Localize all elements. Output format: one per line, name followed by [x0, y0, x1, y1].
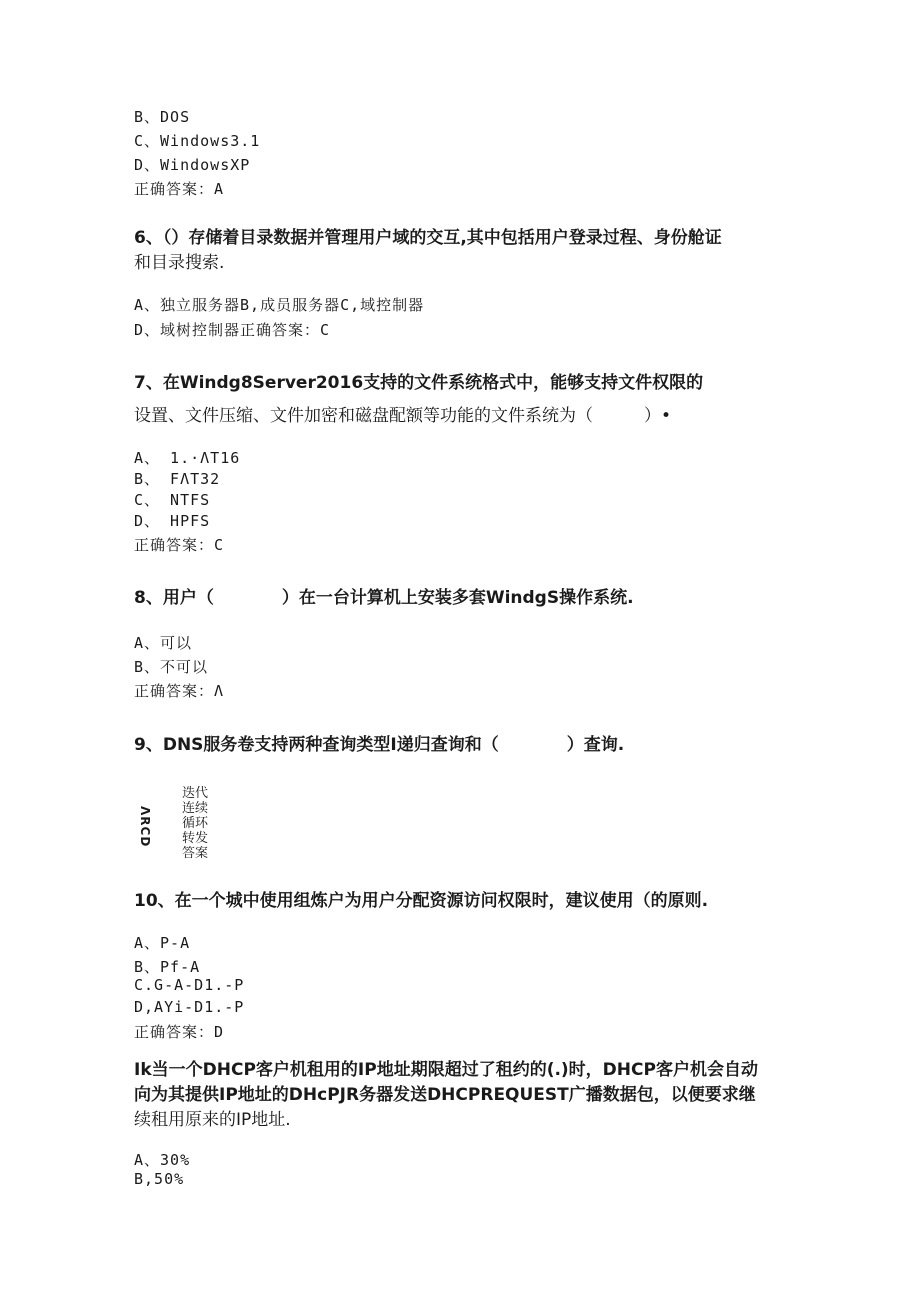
question-7-option-d: D、 HPFS [134, 512, 211, 530]
question-6-line-2: 和目录搜索. [134, 253, 225, 273]
question-7-answer: 正确答案：C [134, 536, 225, 554]
stack-item: 循环 [182, 816, 209, 831]
question-10-option-a: A、P-A [134, 934, 191, 952]
question-8-option-a: A、可以 [134, 634, 193, 652]
answer: 正确答案：A [134, 180, 225, 198]
question-7-option-c: C、 NTFS [134, 491, 211, 509]
question-10-option-b: B、Pf-A [134, 958, 201, 976]
question-11-line-3: 续租用原来的IP地址. [134, 1110, 291, 1130]
question-9-options-stack [182, 786, 208, 861]
question-7-option-b: B、 FΛT32 [134, 470, 221, 488]
option-b: B、DOS [134, 108, 191, 126]
question-7-option-a: A、 1.·ΛT16 [134, 449, 241, 467]
question-6-options-1: A、独立服务器B,成员服务器C,域控制器 [134, 296, 425, 314]
question-11-line-1: Ik当一个DHCP客户机租用的IP地址期限超过了租约的(.)时，DHCP客户机会自动 [134, 1060, 758, 1080]
stack-item: 迭代 [182, 786, 209, 801]
question-9-line-1: 9、DNS服务卷支持两种查询类型I递归查询和（ ）查询. [134, 735, 625, 755]
question-7-line-1: 7、在Windg8Server2016支持的文件系统格式中，能够支持文件权限的 [134, 373, 704, 393]
question-6-line-1: 6、（）存储着目录数据并管理用户域的交互,其中包括用户登录过程、身份舱证 [134, 228, 722, 248]
stack-item: 连续 [182, 801, 209, 816]
question-10-option-c: C.G-A-D1.-P [134, 976, 245, 994]
question-8-answer: 正确答案：Λ [134, 682, 225, 700]
question-11-option-a: A、30% [134, 1151, 191, 1169]
stack-item: 转发 [182, 831, 209, 846]
question-10-option-d: D,AYi-D1.-P [134, 998, 245, 1016]
option-d: D、WindowsXP [134, 156, 251, 174]
question-11-line-2: 向为其提供IP地址的DHcPJR务器发送DHCPREQUEST广播数据包，以便要求继 [134, 1085, 756, 1105]
question-10-line-1: 10、在一个城中使用组炼户为用户分配资源访问权限时，建议使用（的原则. [134, 891, 709, 911]
question-6-options-2: D、域树控制器正确答案：C [134, 321, 331, 339]
question-7-line-2: 设置、文件压缩、文件加密和磁盘配额等功能的文件系统为（ ）• [134, 406, 672, 426]
question-11-option-b: B,50% [134, 1170, 185, 1188]
question-9-side-label: ΛRCD [138, 806, 152, 848]
stack-item: 答案 [182, 846, 209, 861]
question-8-line-1: 8、用户（ ）在一台计算机上安装多套WindgS操作系统. [134, 588, 634, 608]
question-8-option-b: B、不可以 [134, 658, 209, 676]
option-c: C、Windows3.1 [134, 132, 261, 150]
question-10-answer: 正确答案：D [134, 1023, 225, 1041]
